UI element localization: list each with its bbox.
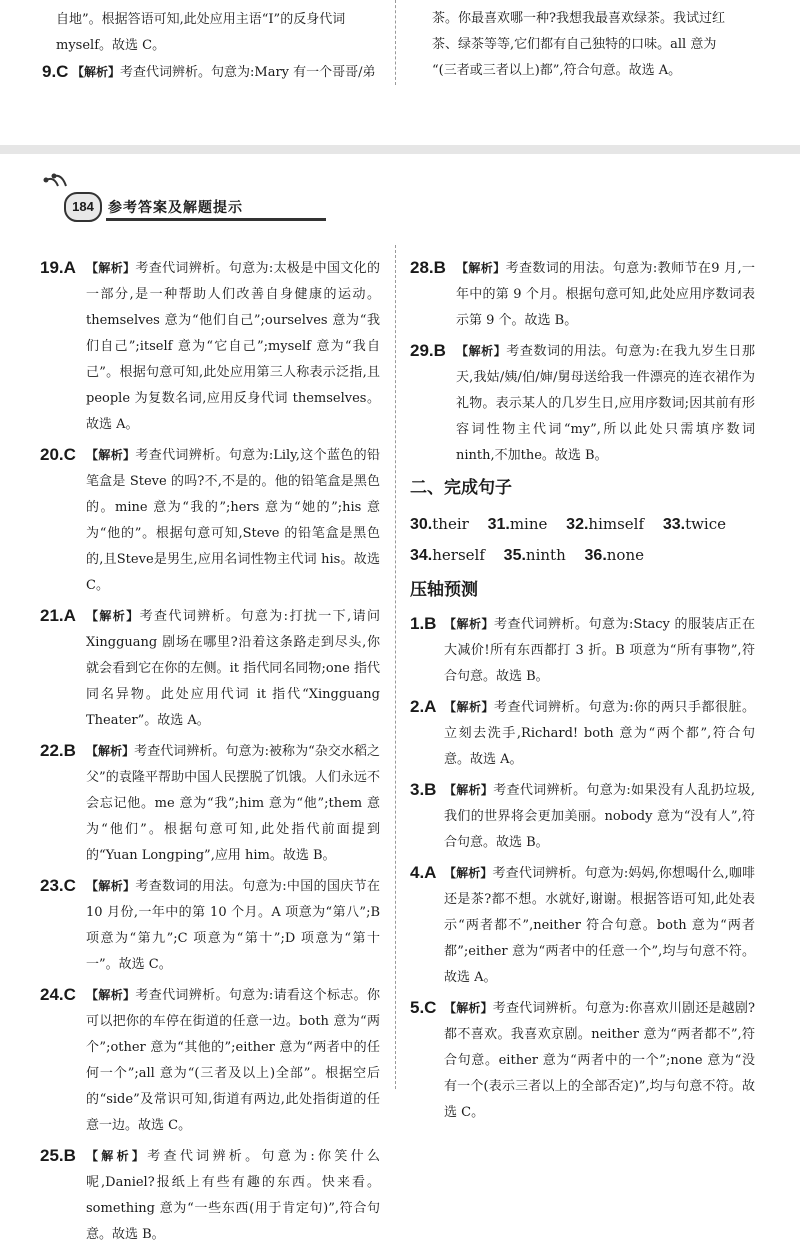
item-tag: 【解析】 [86,744,135,758]
item-text: 考查代词辨析。句意为:打扰一下,请问 Xingguang 剧场在哪里?沿着这条路走到尽头,你就会看到它在你的左侧。it 指代同名同物;one 指代同名异物。此处应用代词 it 指代“Xingguang Theater”。故选 A。 [86,609,380,728]
item-number: 1.B [410,614,437,633]
answer-item-21 [40,603,380,734]
section-title-final-prediction: 压轴预测 [410,580,478,599]
top-right-column [412,0,752,84]
top-right-line-2: 茶。你最喜欢哪一种?我想我最喜欢绿茶。我试过红 [432,11,725,26]
answer-30: 30.their [410,515,469,533]
section-title-complete-sentences: 二、完成句子 [410,478,512,497]
item-number: 5.C [410,998,437,1017]
item-text: 考查数词的用法。句意为:中国的国庆节在 10 月份,一年中的第 10 个月。A 项意为“第八”;B 项意为“第九”;C 项意为“第十”;D 项意为“第十一”。故选 C。 [86,879,380,972]
answer-item-20 [40,442,380,599]
item-tag: 【解析】 [444,1001,493,1015]
item-9 [42,59,380,86]
top-left-line-2: myself。故选 C。 [56,38,166,53]
item-tag: 【解析】 [86,988,136,1002]
item-tag: 【解析】 [72,65,121,79]
item-tag: 【解析】 [444,783,494,797]
item-number: 4.A [410,863,437,882]
right-column [410,255,755,1130]
item-number: 23.C [40,876,76,895]
item-tag: 【解析】 [86,879,136,893]
previous-page-fragment [0,0,800,145]
item-tag: 【解析】 [444,700,495,714]
item-tag: 【解析】 [444,866,493,880]
item-text: 考查代词辨析。句意为:太极是中国文化的一部分,是一种帮助人们改善自身健康的运动。themselves 意为“他们自己”;ourselves 意为“我们自己”;itself 意为“它自己”;myself 意为“我自己”。根据句意可知,此处应用第三人称表示泛指,且 people 为复数名词,应用反身代词 themselves。故选 A。 [86,261,380,432]
answer-item-25 [40,1143,380,1248]
item-text: 考查代词辨析。句意为:你喜欢川剧还是越剧?都不喜欢。我喜欢京剧。neither 意为“两者都不”,符合句意。either 意为“两者中的一个”;none 意为“没有一个(表示三者以上的全部否定)”,均与句意不符。故选 C。 [444,1001,755,1120]
item-number: 9.C [42,62,69,81]
answer-36: 36.none [584,546,644,564]
answer-32: 32.himself [566,515,645,533]
item-tag: 【解析】 [86,609,140,623]
answer-item-19 [40,255,380,438]
top-left-line-1: 自地”。根据答语可知,此处应用主语“I”的反身代词 [56,12,346,27]
top-right-line-4: “(三者或三者以上)都”,符合句意。故选 A。 [432,63,682,78]
prediction-item-4 [410,860,755,991]
prediction-item-2 [410,694,755,773]
item-number: 21.A [40,606,76,625]
item-text: 考查代词辨析。句意为:Stacy 的服装店正在大减价!所有东西都打 3 折。B 项意为“所有事物”,符合句意。故选 B。 [444,617,755,684]
item-tag: 【解析】 [86,261,136,275]
item-number: 22.B [40,741,76,760]
item-text: 考查数词的用法。句意为:在我九岁生日那天,我姑/姨/伯/婶/舅母送给我一件漂亮的连衣裙作为礼物。表示某人的几岁生日,应用序数词;因其前有形容词性物主代词“my”,所以此处只需填序数词 ninth,不加the。故选 B。 [456,344,755,463]
left-column [40,255,380,1252]
main-column-divider [395,245,396,1089]
fill-in-answers [410,509,755,571]
item-text: 考查代词辨析。句意为:妈妈,你想喝什么,咖啡还是茶?都不想。水就好,谢谢。根据答语可知,此处表示“两者都不”,neither 符合句意。both 意为“两者都”;either 意为“两者中的任意一个”,均与句意不符。故选 A。 [444,866,755,985]
item-number: 3.B [410,780,437,799]
page-number-badge: 184 [64,192,102,222]
answer-31: 31.mine [487,515,548,533]
prediction-item-1 [410,611,755,690]
page-separator [0,145,800,154]
item-tag: 【解析】 [456,261,506,275]
item-tag: 【解析】 [444,617,494,631]
item-number: 2.A [410,697,437,716]
item-text: 考查代词辨析。句意为:你的两只手都很脏。立刻去洗手,Richard! both 意为“两个都”,符合句意。故选 A。 [444,700,755,767]
item-text: 考查代词辨析。句意为:你笑什么呢,Daniel?报纸上有些有趣的东西。快来看。something 意为“一些东西(用于肯定句)”,符合句意。故选 B。 [86,1149,380,1242]
item-tag: 【解析】 [86,448,136,462]
item-text: 考查数词的用法。句意为:教师节在9 月,一年中的第 9 个月。根据句意可知,此处应用序数词表示第 9 个。故选 B。 [456,261,755,328]
item-tag: 【解析】 [456,344,507,358]
item-number: 29.B [410,341,446,360]
item-text: 考查代词辨析。句意为:请看这个标志。你可以把你的车停在街道的任意一边。both 意为“两个”;other 意为“其他的”;either 意为“两者中的任何一个”;all 意为“(三者及以上)全部”。根据空后的“side”及常识可知,街道有两边,此处指街道的任意一边。故选 C。 [86,988,380,1133]
item-number: 19.A [40,258,76,277]
answer-35: 35.ninth [503,546,566,564]
item-number: 20.C [40,445,76,464]
header-underline [106,218,326,221]
item-text: 考查代词辨析。句意为:被称为“杂交水稻之父”的袁隆平帮助中国人民摆脱了饥饿。人们永远不会忘记他。me 意为“我”;him 意为“他”;them 意为“他们”。根据句意可知,此处指代前面提到的“Yuan Longping”,应用 him。故选 B。 [86,744,380,863]
answers-row-1 [410,509,755,540]
item-text: 考查代词辨析。句意为:如果没有人乱扔垃圾,我们的世界将会更加美丽。nobody 意为“没有人”,符合句意。故选 B。 [444,783,755,850]
item-text: 考查代词辨析。句意为:Mary 有一个哥哥/弟 [120,65,376,80]
page-header [40,172,300,230]
answer-item-28 [410,255,755,334]
answer-item-24 [40,982,380,1139]
page-title: 参考答案及解题提示 [108,200,243,216]
answer-34: 34.herself [410,546,485,564]
item-text: 考查代词辨析。句意为:Lily,这个蓝色的铅笔盒是 Steve 的吗?不,不是的。他的铅笔盒是黑色的。mine 意为“我的”;hers 意为“她的”;his 意为“他的”。根据句意可知,Steve 的铅笔盒是黑色的,且Steve是男生,应用名词性物主代词 his。故选 C。 [86,448,380,593]
item-tag: 【解析】 [86,1149,148,1163]
prediction-item-3 [410,777,755,856]
answer-item-23 [40,873,380,978]
item-number: 25.B [40,1146,76,1165]
item-number: 28.B [410,258,446,277]
item-number: 24.C [40,985,76,1004]
answer-item-22 [40,738,380,869]
column-divider [395,0,396,85]
top-right-line-3: 茶、绿茶等等,它们都有自己独特的口味。all 意为 [432,37,717,52]
prediction-item-5 [410,995,755,1126]
answer-item-29 [410,338,755,469]
answer-33: 33.twice [662,515,727,533]
top-left-column [42,7,380,90]
answers-row-2 [410,540,755,571]
